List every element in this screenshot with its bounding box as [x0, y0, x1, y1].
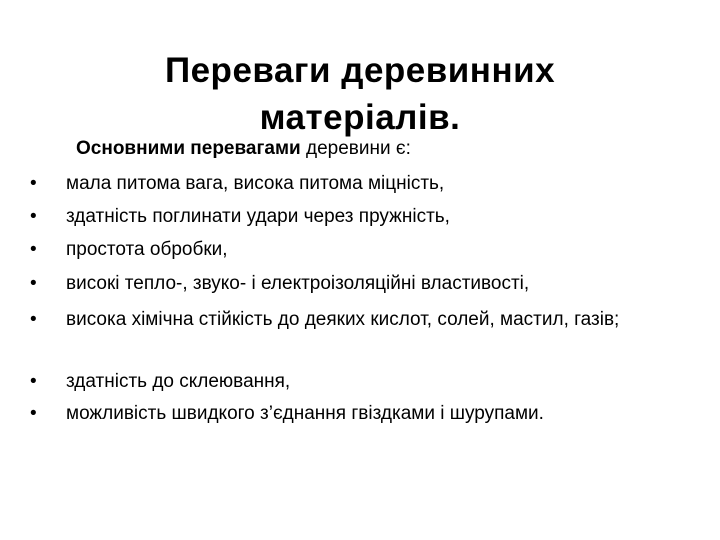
intro-bold-text: Основними перевагами: [76, 138, 301, 159]
list-item: [30, 368, 700, 395]
bullet-icon: •: [30, 403, 37, 424]
bullet-icon: •: [30, 309, 37, 330]
bullet-icon: •: [30, 371, 37, 392]
bullet-icon: •: [30, 239, 37, 260]
bullet-text: здатність до склеювання,: [66, 371, 291, 392]
bullet-icon: •: [30, 206, 37, 227]
slide-title-line-1: Переваги деревинних: [164, 51, 556, 91]
slide-title-line-2: матеріалів.: [259, 98, 461, 138]
bullet-text: високі тепло-, звуко- і електроізоляційні властивості,: [66, 273, 530, 294]
intro-regular-text: деревини є:: [300, 138, 411, 159]
bullet-text: можливість швидкого з’єднання гвіздками і шурупами.: [66, 403, 544, 424]
bullet-text: висока хімічна стійкість до деяких кислот, солей, мастил, газів;: [66, 309, 620, 330]
bullet-text: здатність поглинати удари через пружність,: [66, 206, 450, 227]
slide-title: [60, 47, 660, 141]
list-item: [30, 236, 700, 263]
bullet-icon: •: [30, 173, 37, 194]
list-item: [30, 203, 700, 230]
bullet-icon: •: [30, 273, 37, 294]
list-item: [30, 270, 700, 297]
bullet-text: мала питома вага, висока питома міцність,: [66, 173, 445, 194]
list-item: [30, 170, 700, 197]
list-item: [30, 306, 700, 333]
list-item: [30, 400, 700, 427]
bullet-text: простота обробки,: [66, 239, 228, 260]
intro-text: [76, 137, 411, 161]
